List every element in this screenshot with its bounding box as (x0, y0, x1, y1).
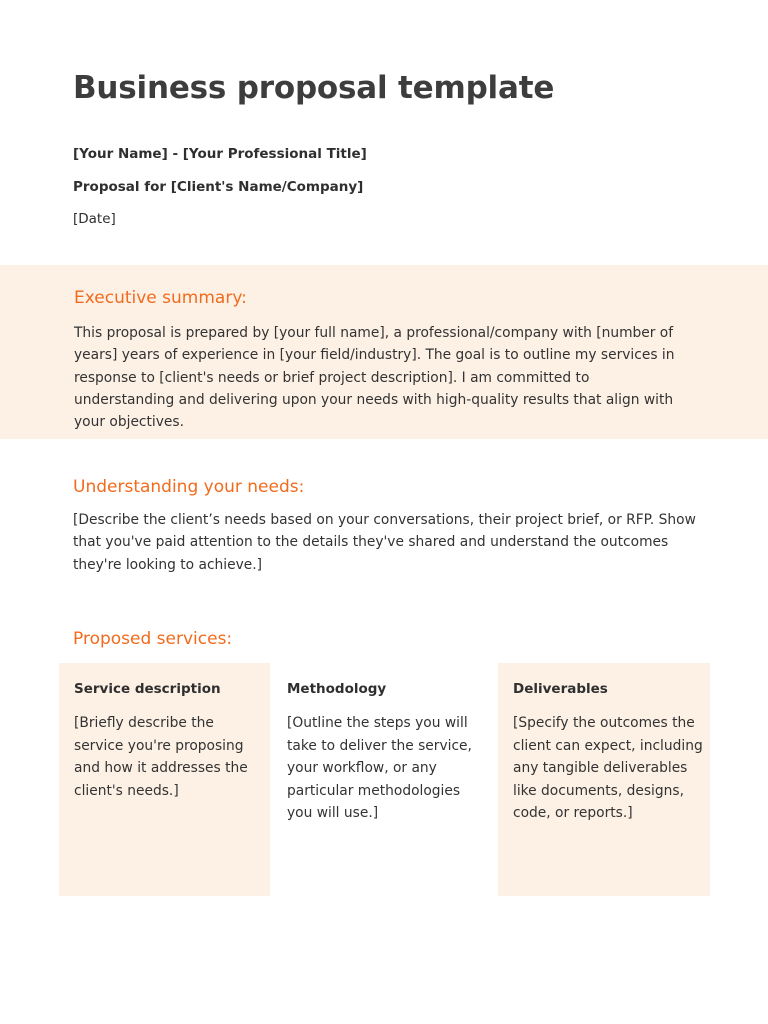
service-description-text: [Briefly describe the service you're proposing and how it addresses the client's needs.] (74, 715, 248, 799)
executive-summary-body: This proposal is prepared by [your full name], a professional/company with [number of years] years of experience in [your field/industry]. The goal is to outline my services in response to [client's needs or brief project description]. I am committed to understanding and delivering upon your needs with high-quality results that align with your objectives. (74, 325, 675, 431)
date-line: [Date] (73, 211, 116, 227)
understanding-needs-body: [Describe the client’s needs based on your conversations, their project brief, or RFP. Show that you've paid attention to the details they've shared and understand the outcomes they're looking to achieve.] (73, 512, 696, 573)
deliverables-text: [Specify the outcomes the client can expect, including any tangible deliverables like documents, designs, code, or reports.] (513, 715, 703, 821)
service-description-card (59, 663, 270, 896)
methodology-title: Methodology (287, 681, 387, 697)
author-line: [Your Name] - [Your Professional Title] (73, 146, 367, 162)
deliverables-title: Deliverables (513, 681, 608, 697)
proposal-for-line: Proposal for [Client's Name/Company] (73, 179, 364, 195)
deliverables-card (498, 663, 710, 896)
methodology-card (272, 663, 494, 896)
understanding-needs-heading: Understanding your needs: (73, 477, 305, 497)
methodology-text: [Outline the steps you will take to deliver the service, your workflow, or any particular methodologies you will use.] (287, 715, 472, 821)
executive-summary-heading: Executive summary: (74, 288, 247, 308)
proposed-services-heading: Proposed services: (73, 629, 233, 649)
document-title: Business proposal template (73, 70, 555, 106)
service-description-title: Service description (74, 681, 221, 697)
